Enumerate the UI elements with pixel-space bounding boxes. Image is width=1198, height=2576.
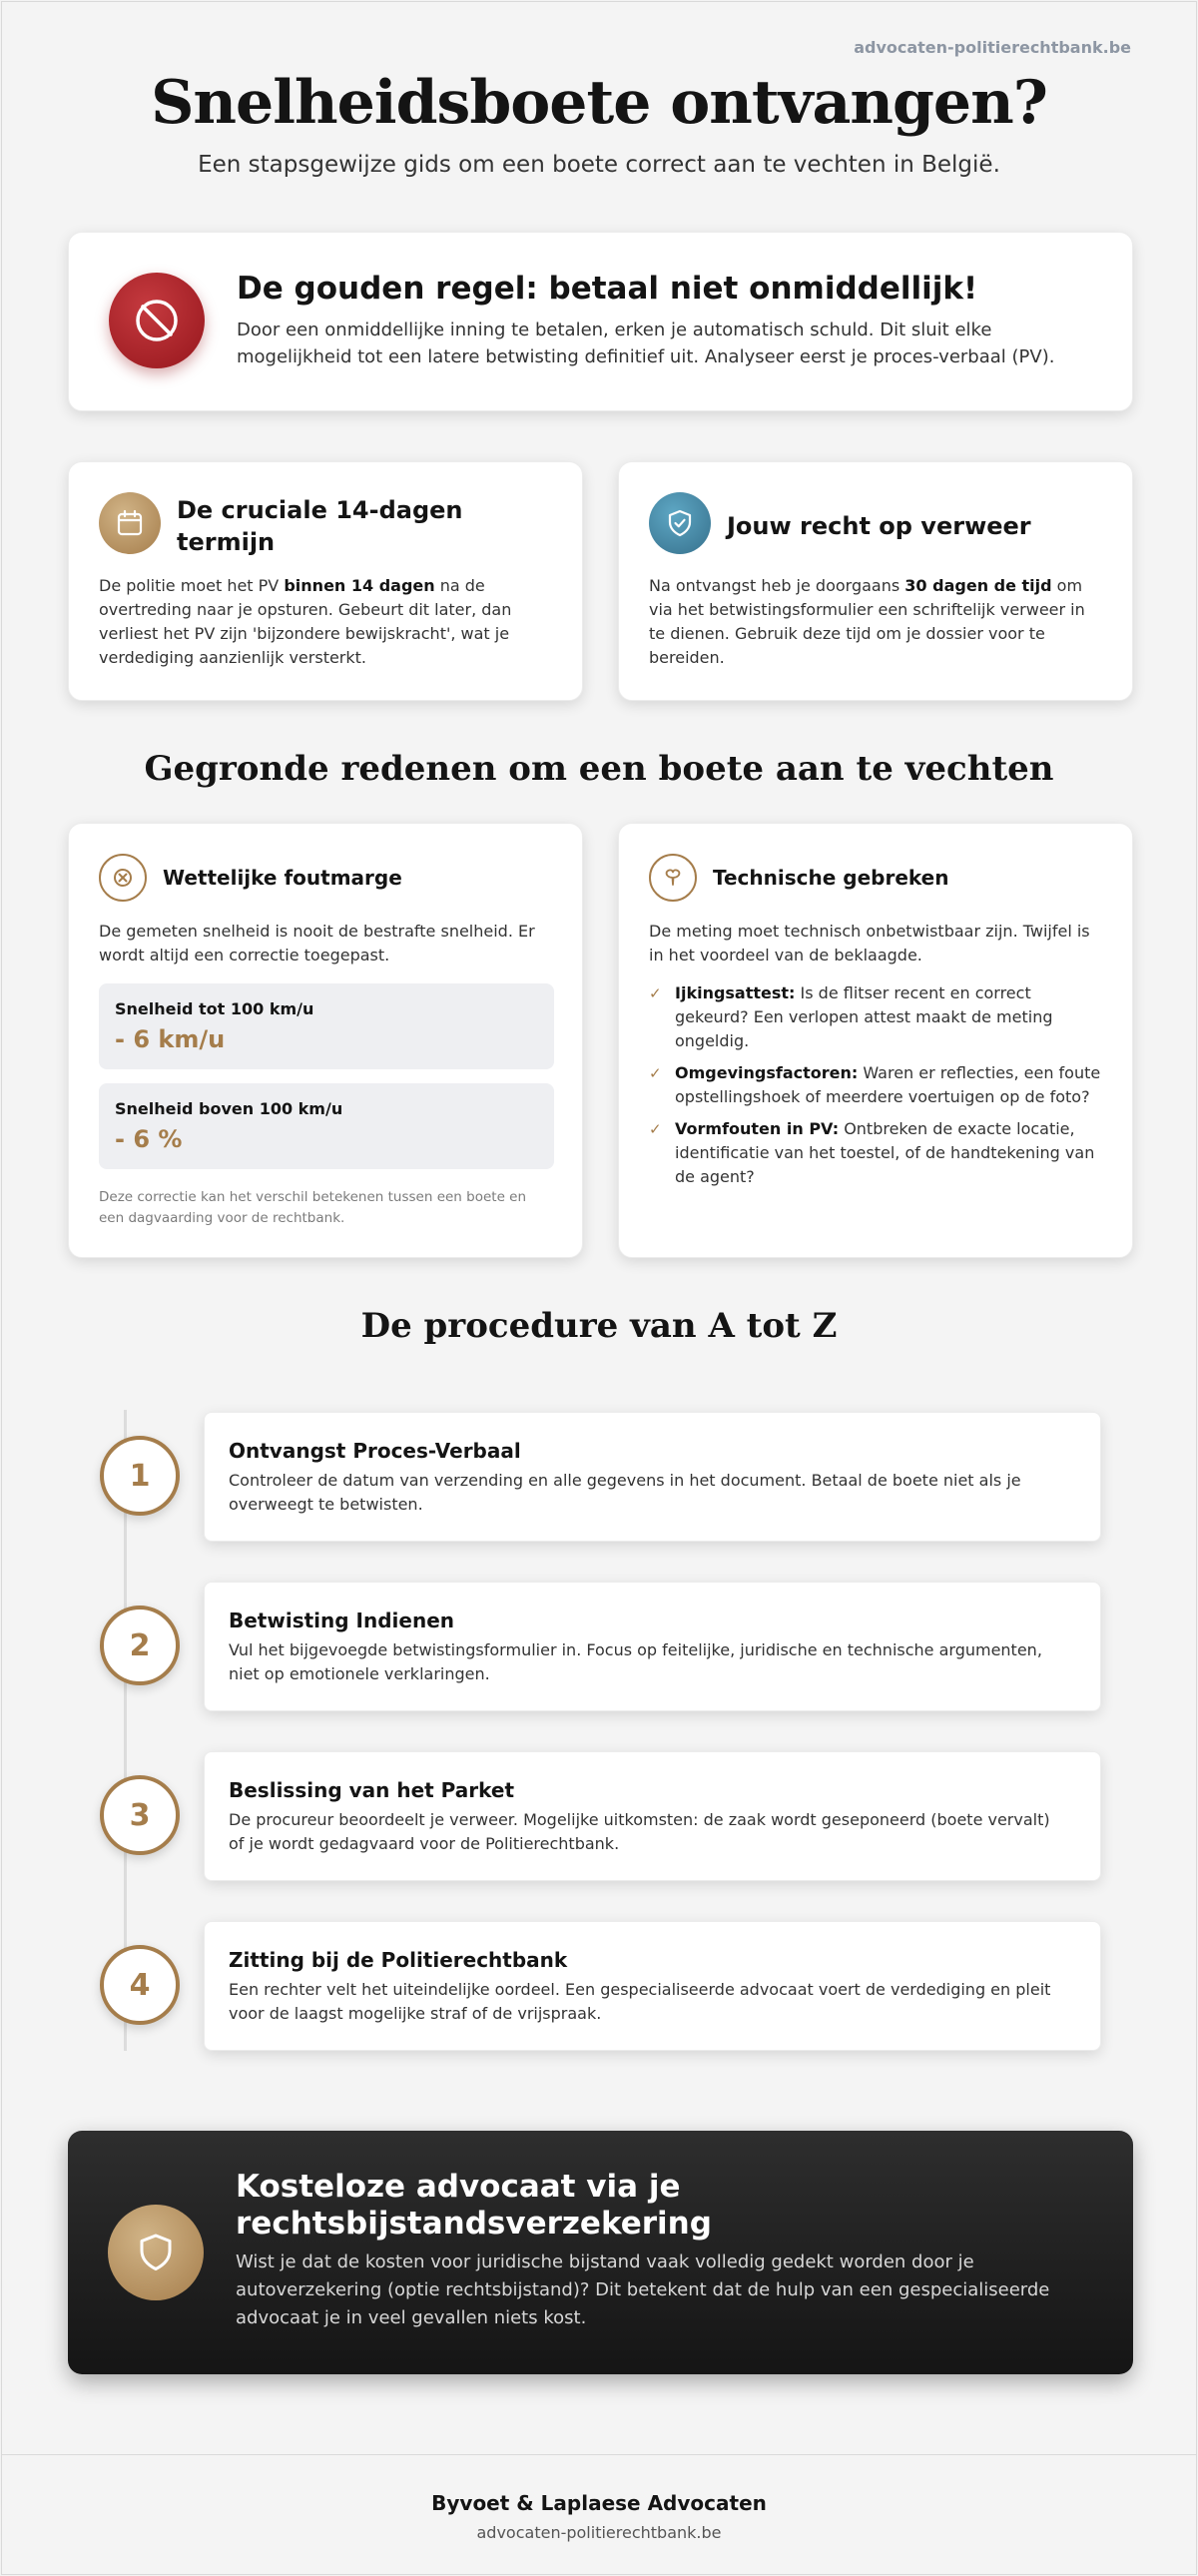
speed-box-label: Snelheid tot 100 km/u [115, 999, 314, 1018]
step-number-badge: 3 [100, 1775, 180, 1855]
step-card [204, 1582, 1101, 1711]
no-pay-icon [109, 273, 205, 368]
technical-defects-list [649, 981, 1108, 1197]
step-title: Beslissing van het Parket [229, 1778, 515, 1802]
technical-defects-title: Technische gebreken [713, 866, 949, 890]
site-url[interactable]: advocaten-politierechtbank.be [854, 38, 1131, 57]
step-text: De procureur beoordeelt je verweer. Mogelijke uitkomsten: de zaak wordt geseponeerd (boete vervalt) of je wordt gedagvaard voor de Politierechtbank. [229, 1810, 1050, 1853]
speed-box-label: Snelheid boven 100 km/u [115, 1099, 343, 1118]
deadline-text: De politie moet het PV binnen 14 dagen na de overtreding naar je opsturen. Gebeurt dit later, dan verliest het PV zijn 'bijzondere bewijskracht', wat je verdediging aanzienlijk versterkt. [99, 576, 512, 667]
page-subtitle: Een stapsgewijze gids om een boete correct aan te vechten in België. [198, 152, 1000, 178]
golden-rule-card [68, 232, 1133, 411]
step-text: Een rechter velt het uiteindelijke oordeel. Een gespecialiseerde advocaat voert de verdediging en pleit voor de laagst mogelijke straf of de vrijspraak. [229, 1980, 1051, 2023]
step-card [204, 1921, 1101, 2051]
legal-margin-title: Wettelijke foutmarge [163, 866, 402, 890]
cta-text: Wist je dat de kosten voor juridische bijstand vaak volledig gedekt worden door je autoverzekering (optie rechtsbijstand)? Dit betekent dat de hulp van een gespecialiseerde advocaat je in veel gevallen niets kost. [236, 2252, 1050, 2328]
check-icon: ✓ [649, 1120, 662, 1138]
legal-aid-insurance-card [68, 2131, 1133, 2374]
footer-url[interactable]: advocaten-politierechtbank.be [476, 2523, 722, 2542]
list-item: ✓ Vormfouten in PV: Ontbreken de exacte locatie, identificatie van het toestel, of de handtekening van de agent? [649, 1119, 1095, 1186]
shield-icon [108, 2205, 204, 2300]
list-item: ✓ Ijkingsattest: Is de flitser recent en correct gekeurd? Een verlopen attest maakt de meting ongeldig. [649, 983, 1053, 1050]
page-title: Snelheidsboete ontvangen? [151, 68, 1047, 138]
legal-margin-card [68, 823, 583, 1258]
cta-title: Kosteloze advocaat via je rechtsbijstandsverzekering [236, 2169, 712, 2242]
step-title: Zitting bij de Politierechtbank [229, 1948, 568, 1972]
golden-rule-text: Door een onmiddellijke inning te betalen, erken je automatisch schuld. Dit sluit elke mogelijkheid tot een latere betwisting definitief uit. Analyseer eerst je proces-verbaal (PV). [237, 320, 1055, 367]
calendar-icon [99, 492, 161, 554]
deadline-card [68, 461, 583, 701]
speed-box-over-100 [99, 1083, 554, 1169]
speed-box-value: - 6 km/u [115, 1025, 226, 1053]
defense-right-text: Na ontvangst heb je doorgaans 30 dagen de tijd om via het betwistingsformulier een schriftelijk verweer in te dienen. Gebruik deze tijd om je dossier voor te bereiden. [649, 576, 1085, 667]
list-item: ✓ Omgevingsfactoren: Waren er reflecties, een foute opstellingshoek of meerdere voertuigen op de foto? [649, 1063, 1101, 1106]
gauge-icon [99, 854, 147, 902]
wrench-icon [649, 854, 697, 902]
step-card [204, 1751, 1101, 1881]
speed-box-value: - 6 % [115, 1125, 183, 1153]
defense-right-title: Jouw recht op verweer [727, 512, 1031, 540]
step-title: Betwisting Indienen [229, 1609, 454, 1632]
legal-margin-note: Deze correctie kan het verschil betekenen tussen een boete en een dagvaarding voor de rechtbank. [99, 1189, 527, 1226]
deadline-title: De cruciale 14-dagen termijn [177, 496, 463, 556]
step-text: Vul het bijgevoegde betwistingsformulier in. Focus op feitelijke, juridische en technische argumenten, niet op emotionele verklaringen. [229, 1640, 1042, 1683]
golden-rule-title: De gouden regel: betaal niet onmiddellijk! [237, 271, 978, 307]
step-number-badge: 4 [100, 1945, 180, 2025]
step-number-badge: 2 [100, 1606, 180, 1685]
legal-margin-intro: De gemeten snelheid is nooit de bestrafte snelheid. Er wordt altijd een correctie toegepast. [99, 922, 535, 965]
step-text: Controleer de datum van verzending en alle gegevens in het document. Betaal de boete niet als je overweegt te betwisten. [229, 1471, 1021, 1514]
technical-defects-card [618, 823, 1133, 1258]
infographic-page [1, 1, 1197, 2575]
step-number-badge: 1 [100, 1436, 180, 1516]
shield-check-icon [649, 492, 711, 554]
technical-defects-intro: De meting moet technisch onbetwistbaar zijn. Twijfel is in het voordeel van de beklaagde. [649, 922, 1090, 965]
defense-right-card [618, 461, 1133, 701]
check-icon: ✓ [649, 1064, 662, 1082]
step-title: Ontvangst Proces-Verbaal [229, 1439, 521, 1463]
check-icon: ✓ [649, 984, 662, 1002]
reasons-section-title: Gegronde redenen om een boete aan te vechten [144, 749, 1054, 789]
footer [2, 2454, 1196, 2576]
firm-name: Byvoet & Laplaese Advocaten [431, 2491, 767, 2515]
step-card [204, 1412, 1101, 1542]
speed-box-under-100 [99, 983, 554, 1069]
procedure-section-title: De procedure van A tot Z [360, 1306, 838, 1346]
